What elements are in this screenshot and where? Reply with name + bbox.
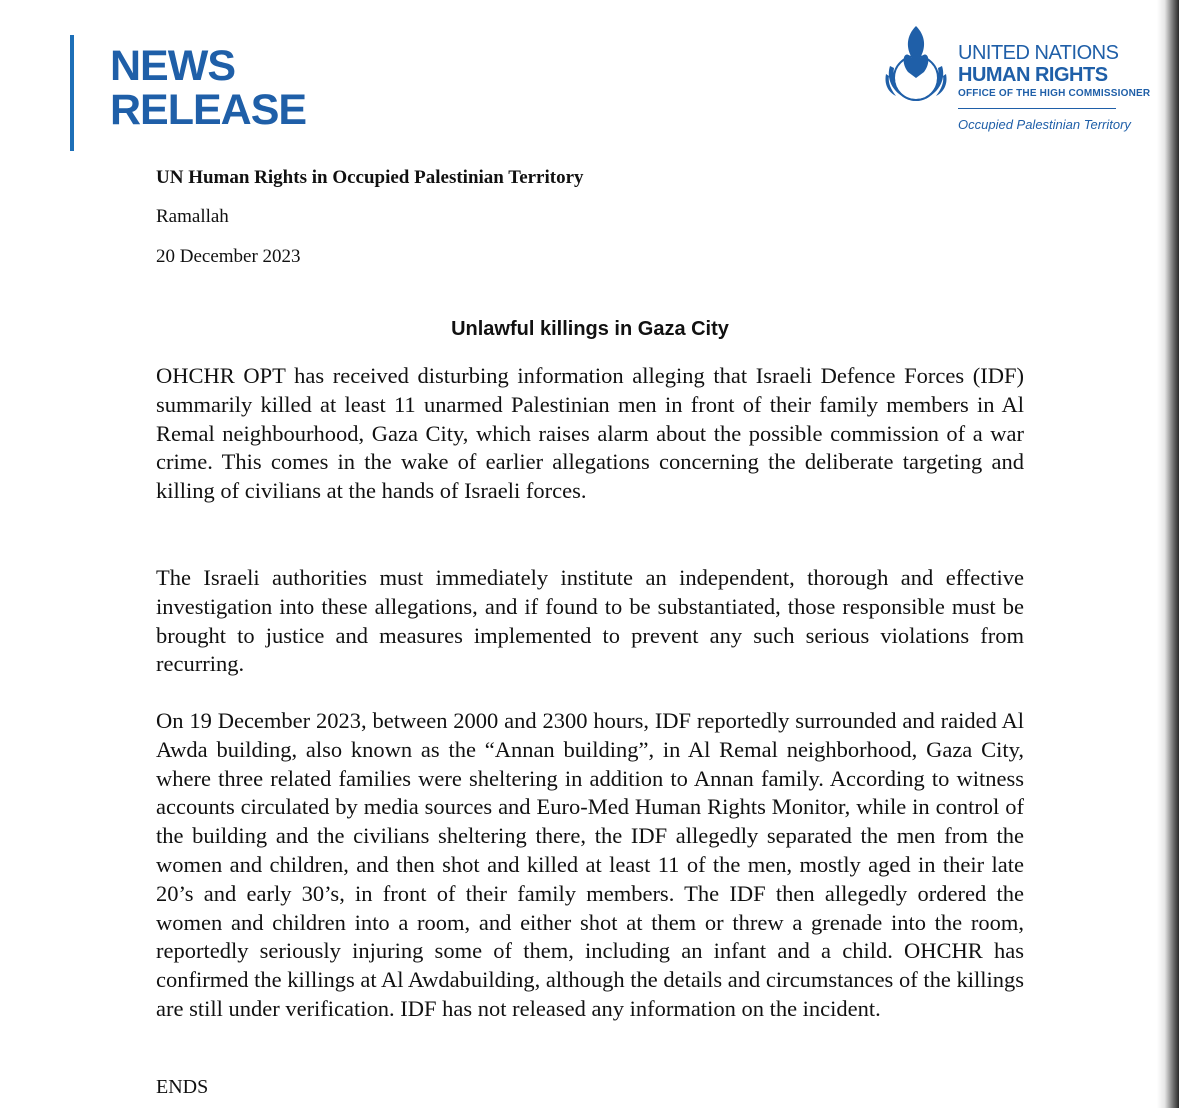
headline: Unlawful killings in Gaza City	[451, 318, 729, 340]
body-paragraph-3: On 19 December 2023, between 2000 and 2300 hours, IDF reportedly surrounded and raided Al Awda building, also known as the “Annan building”, in Al Remal neighborhood, Gaza City, where three related families were sheltering in addition to Annan family. According to witness accounts circulated by media sources and Euro-Med Human Rights Monitor, while in control of the building and the civilians sheltering there, the IDF allegedly separated the men from the women and children, and then shot and killed at least 11 of the men, mostly aged in their late 20’s and early 30’s, in front of their family members. The IDF then allegedly ordered the women and children into a room, and either shot at them or threw a grenade into the room, reportedly seriously injuring some of them, including an infant and a child. OHCHR has confirmed the killings at Al Awdabuilding, although the details and circumstances of the killings are still under verification. IDF has not released any information on the incident.	[156, 708, 1024, 1021]
header-accent-bar	[70, 35, 74, 151]
news-title-line1: NEWS	[110, 42, 235, 90]
logo-text-human-rights: HUMAN RIGHTS	[958, 64, 1108, 86]
body-paragraph-2: The Israeli authorities must immediately institute an independent, thorough and effective investigation into these allegations, and if found to be substantiated, those responsible must be brought to justice and measures implemented to prevent any such serious violations from recurring.	[156, 565, 1024, 677]
release-date: 20 December 2023	[156, 246, 301, 267]
dateline-city: Ramallah	[156, 206, 229, 227]
organization-name: UN Human Rights in Occupied Palestinian Territory	[156, 167, 584, 188]
page-edge-shadow	[1157, 0, 1179, 1108]
logo-divider	[958, 108, 1116, 109]
body-paragraph-1: OHCHR OPT has received disturbing information alleging that Israeli Defence Forces (IDF) summarily killed at least 11 unarmed Palestinian men in front of their family members in Al Remal neighbourhood, Gaza City, which raises alarm about the possible commission of a war crime. This comes in the wake of earlier allegations concerning the deliberate targeting and killing of civilians at the hands of Israeli forces.	[156, 363, 1024, 504]
news-title-line2: RELEASE	[110, 86, 307, 134]
logo-text-territory: Occupied Palestinian Territory	[958, 117, 1131, 132]
un-emblem-flame-icon	[880, 22, 952, 102]
news-release-title	[110, 44, 306, 132]
logo-text-united-nations: UNITED NATIONS	[958, 42, 1119, 64]
ends-marker: ENDS	[156, 1076, 209, 1098]
ohchr-logo	[880, 22, 1151, 142]
logo-text-office: OFFICE OF THE HIGH COMMISSIONER	[958, 88, 1151, 99]
